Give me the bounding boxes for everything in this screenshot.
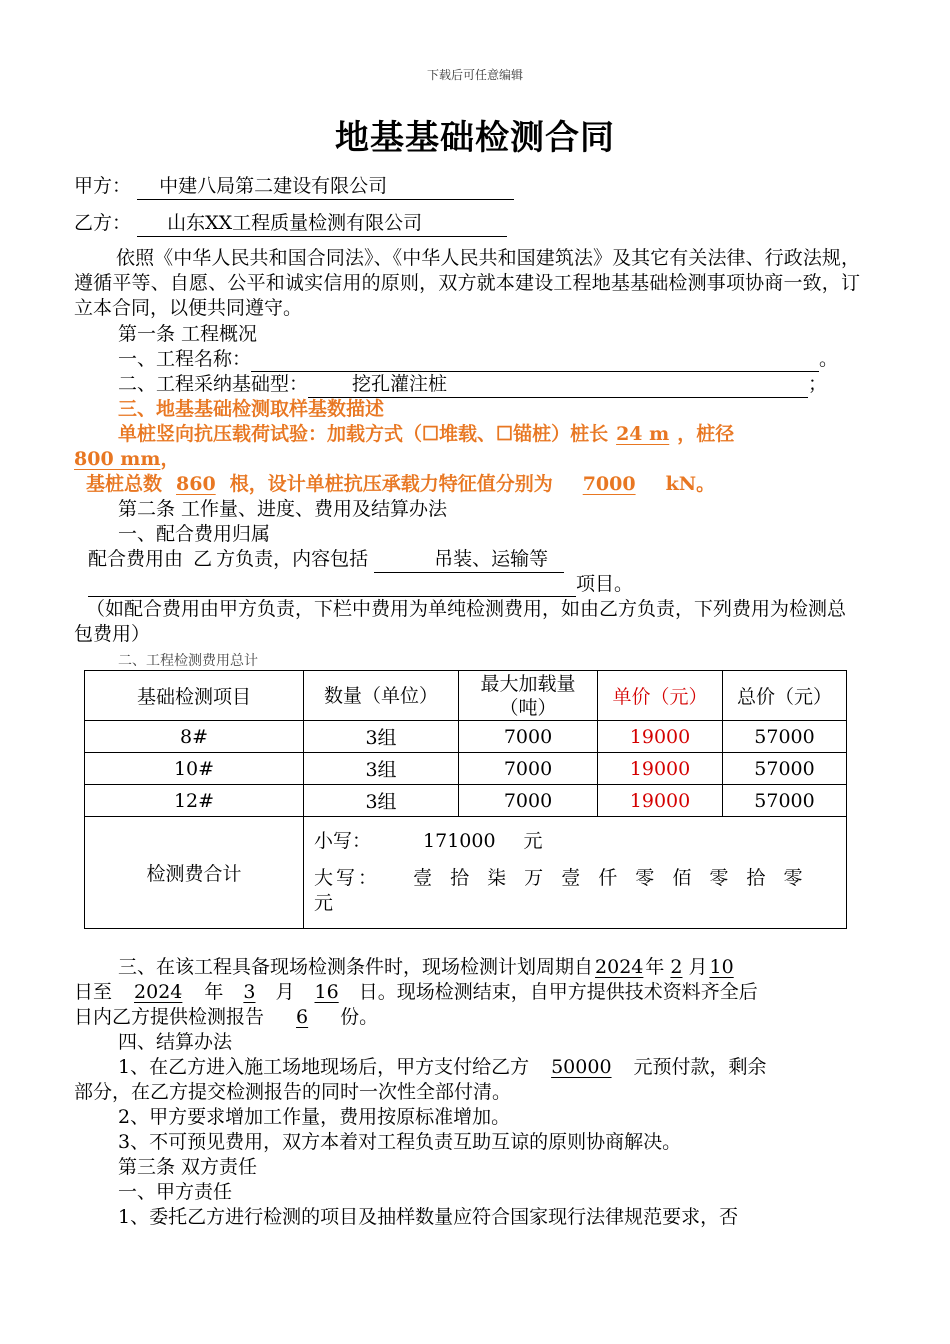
start-month-unit: 月 [688, 956, 708, 978]
cell-unit-price: 19000 [598, 721, 723, 753]
end-month: 3 [243, 981, 256, 1003]
report-copies: 6 [296, 1006, 309, 1028]
report-copies-unit: 份。 [340, 1006, 379, 1028]
cooperation-fee-heading: 一、配合费用归属 [118, 523, 271, 545]
project-name-line [118, 347, 838, 372]
table-total-row [85, 817, 847, 929]
schedule-line-2 [74, 980, 758, 1005]
load-test-text-b: ，桩径 [677, 423, 735, 445]
table-row [85, 753, 847, 785]
col-header-max-load: 最大加载量（吨） [459, 671, 598, 721]
pile-total-label: 基桩总数 [86, 473, 163, 495]
party-a-line [74, 174, 514, 200]
col-header-unit-price: 单价（元） [598, 671, 723, 721]
cell-total-price: 57000 [723, 753, 847, 785]
end-day: 16 [314, 981, 339, 1003]
schedule-text-a: 三、在该工程具备现场检测条件时，现场检测计划周期自 [118, 956, 594, 978]
sampling-heading: 三、地基基础检测取样基数描述 [118, 398, 385, 420]
payment-text-b: 元预付款，剩余 [633, 1056, 767, 1078]
diameter-end: ， [160, 448, 180, 470]
cell-total-price: 57000 [723, 721, 847, 753]
fee-total-subheading: 二、工程检测费用总计 [118, 653, 258, 669]
amount-big-line [314, 866, 836, 891]
payment-line-1 [118, 1055, 767, 1080]
fee-table [84, 670, 847, 929]
project-name-blank [251, 351, 819, 372]
fee-party: 乙 [193, 548, 213, 570]
col-header-quantity: 数量（单位） [304, 671, 459, 721]
cell-quantity: 3组 [304, 785, 459, 817]
header-note: 下载后可任意编辑 [426, 68, 523, 82]
cell-unit-price: 19000 [598, 785, 723, 817]
cell-unit-price: 19000 [598, 753, 723, 785]
cell-quantity: 3组 [304, 753, 459, 785]
intro-paragraph: 依照《中华人民共和国合同法》、《中华人民共和国建筑法》及其它有关法律、行政法规，遵循平等、自愿、公平和诚实信用的原则，双方就本建设工程地基基础检测事项协商一致，订立本合同，以便共同遵守。 [74, 247, 860, 319]
schedule-text-c: 日内乙方提供检测报告 [74, 1006, 265, 1028]
start-month: 2 [670, 956, 683, 978]
project-name-end: 。 [819, 348, 839, 370]
fee-item-line [88, 572, 633, 597]
load-test-line [118, 422, 734, 447]
col-header-item: 基础检测项目 [85, 671, 304, 721]
schedule-line-1 [118, 955, 736, 980]
amount-big-label: 大写： [314, 867, 381, 889]
cell-item: 8# [85, 721, 304, 753]
settlement-heading: 四、结算办法 [118, 1031, 233, 1053]
cell-quantity: 3组 [304, 721, 459, 753]
fee-content-value: 吊装、运输等 [374, 547, 564, 573]
cell-max-load: 7000 [459, 721, 598, 753]
article-1-heading: 第一条 工程概况 [118, 323, 258, 345]
cell-max-load: 7000 [459, 753, 598, 785]
table-row [85, 785, 847, 817]
payment-line-2: 部分，在乙方提交检测报告的同时一次性全部付清。 [74, 1081, 512, 1103]
capacity-unit: kN。 [665, 473, 716, 495]
foundation-type-end: ； [808, 373, 828, 395]
amount-small-unit: 元 [523, 830, 543, 852]
prepayment-amount: 50000 [551, 1056, 612, 1078]
fee-line-a: 配合费用由 [88, 548, 184, 570]
project-name-label: 一、工程名称： [118, 348, 252, 370]
table-header-row [85, 671, 847, 721]
fee-line-b: 方负责，内容包括 [216, 548, 369, 570]
table-row [85, 721, 847, 753]
end-month-unit: 月 [275, 981, 295, 1003]
capacity-value: 7000 [582, 473, 636, 495]
start-year-unit: 年 [645, 956, 665, 978]
start-day-unit: 日至 [74, 981, 113, 1003]
foundation-type-line [118, 372, 827, 398]
party-b-label: 乙方： [74, 212, 132, 234]
party-a-duty-1: 1、委托乙方进行检测的项目及抽样数量应符合国家现行法律规范要求，否 [118, 1206, 739, 1228]
article-3-heading: 第三条 双方责任 [118, 1156, 258, 1178]
end-year-unit: 年 [204, 981, 224, 1003]
pile-total-line [86, 472, 715, 497]
amount-small-label: 小写： [314, 830, 372, 852]
amount-small-line [314, 829, 836, 854]
payment-text-a: 1、在乙方进入施工场地现场后，甲方支付给乙方 [118, 1056, 530, 1078]
fee-note: （如配合费用由甲方负责，下栏中费用为单纯检测费用，如由乙方负责，下列费用为检测总包费用） [74, 598, 847, 645]
start-day: 10 [709, 956, 734, 978]
fee-item-blank [88, 576, 576, 597]
fee-item-end: 项目。 [576, 573, 634, 595]
total-amount-cell [304, 817, 847, 929]
amount-big-value: 壹 拾 柒 万 壹 仟 零 佰 零 拾 零 [413, 867, 806, 889]
schedule-text-b: 日。现场检测结束，自甲方提供技术资料齐全后 [358, 981, 758, 1003]
document-title: 地基基础检测合同 [335, 118, 615, 158]
cell-max-load: 7000 [459, 785, 598, 817]
end-year: 2024 [134, 981, 183, 1003]
schedule-line-3 [74, 1005, 378, 1030]
pile-length-value: 24 m [616, 423, 670, 445]
party-a-duties-heading: 一、甲方责任 [118, 1181, 233, 1203]
party-b-line [74, 211, 507, 237]
pile-total-value: 860 [176, 473, 216, 495]
capacity-label: 根，设计单桩抗压承载力特征值分别为 [229, 473, 553, 495]
pile-diameter-value: 800 mm [74, 448, 161, 470]
cooperation-fee-line [88, 547, 564, 573]
amount-big-unit: 元 [314, 892, 334, 914]
start-year: 2024 [595, 956, 644, 978]
cell-item: 10# [85, 753, 304, 785]
diameter-line [74, 447, 180, 472]
article-2-heading: 第二条 工作量、进度、费用及结算办法 [118, 498, 448, 520]
party-a-value: 中建八局第二建设有限公司 [137, 174, 514, 200]
load-test-text: 单桩竖向抗压载荷试验：加载方式（☐堆载、☐锚桩）桩长 [118, 423, 609, 445]
payment-term-2: 2、甲方要求增加工作量，费用按原标准增加。 [118, 1106, 511, 1128]
amount-small-value: 171000 [423, 830, 496, 852]
total-label-cell: 检测费合计 [85, 817, 304, 929]
cell-item: 12# [85, 785, 304, 817]
payment-term-3: 3、不可预见费用，双方本着对工程负责互助互谅的原则协商解决。 [118, 1131, 682, 1153]
foundation-type-value: 挖孔灌注桩 [308, 372, 808, 398]
col-header-total-price: 总价（元） [723, 671, 847, 721]
party-a-label: 甲方： [74, 175, 132, 197]
cell-total-price: 57000 [723, 785, 847, 817]
foundation-type-label: 二、工程采纳基础型： [118, 373, 309, 395]
party-b-value: 山东XX工程质量检测有限公司 [137, 211, 507, 237]
